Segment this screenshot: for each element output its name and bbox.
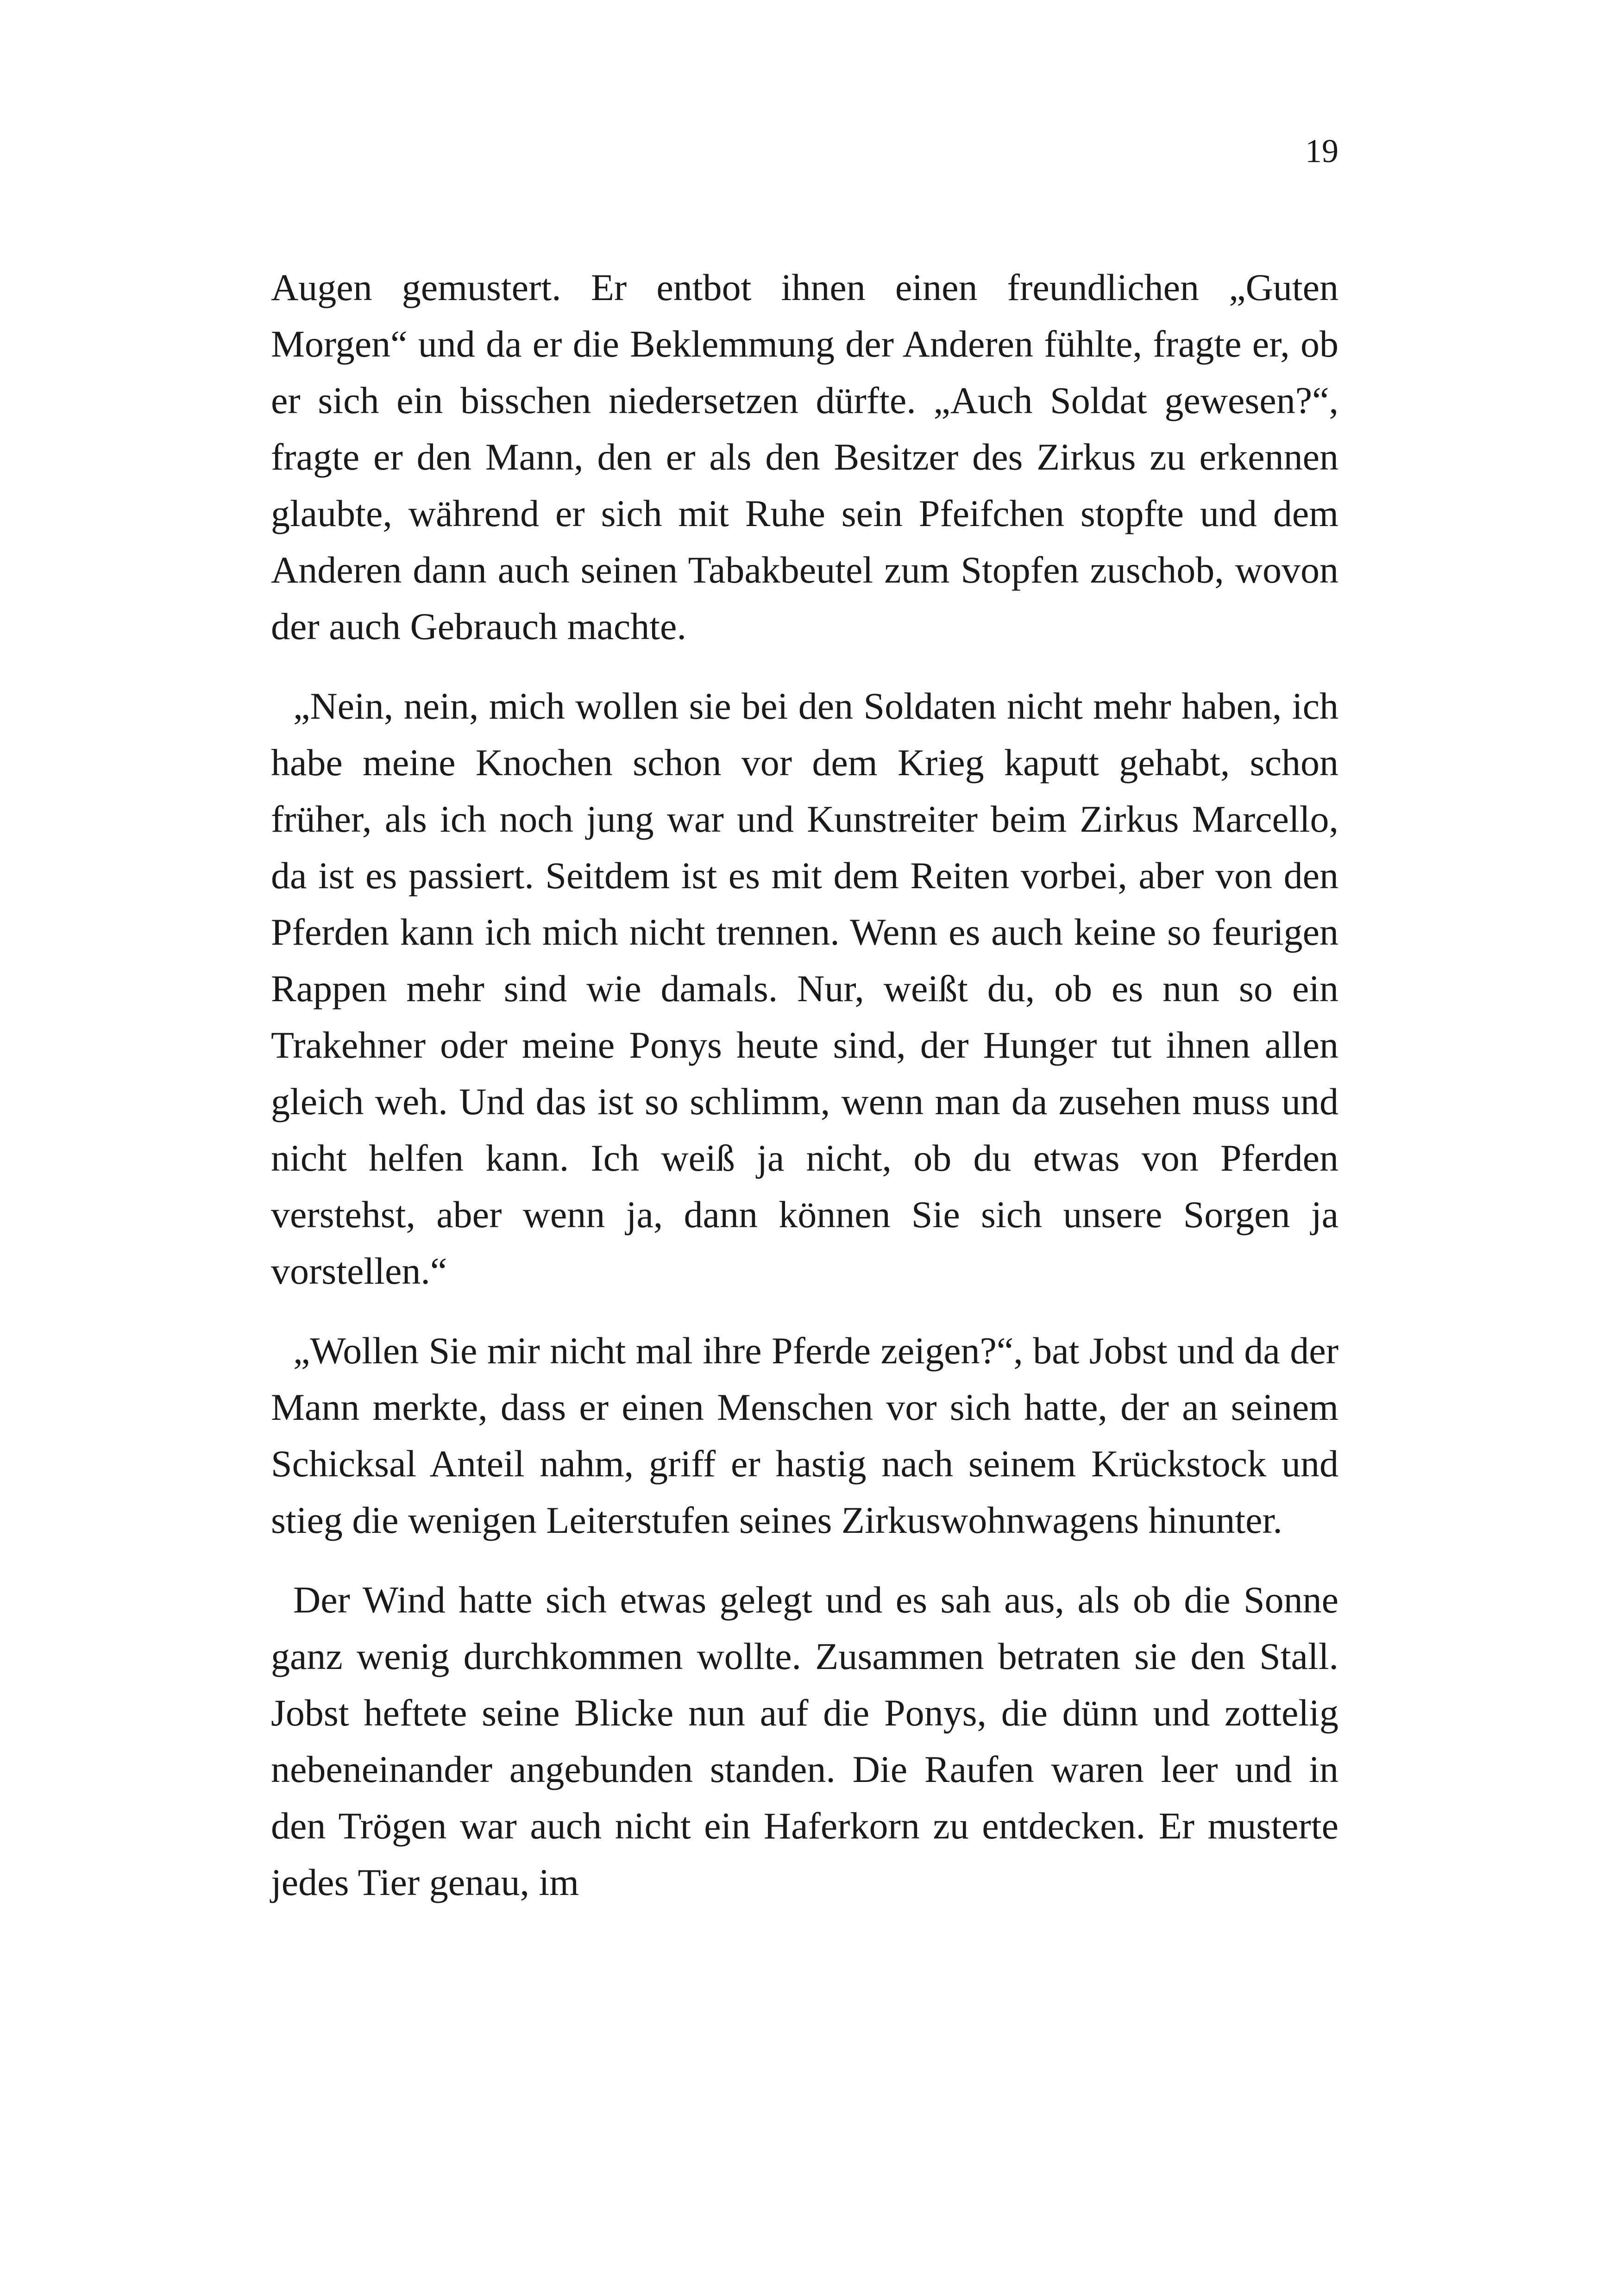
paragraph-4: Der Wind hatte sich etwas gelegt und es sah aus, als ob die Sonne ganz wenig durchkommen wollte. Zusammen betraten sie den Stall. Jobst heftete seine Blicke nun auf die Ponys, die dünn und zottelig nebeneinander angebunden standen. Die Raufen waren leer und in den Trögen war auch nicht ein Haferkorn zu entdecken. Er musterte jedes Tier genau, im [271, 1579, 1338, 1903]
paragraph-1: Augen gemustert. Er entbot ihnen einen freundlichen „Guten Morgen“ und da er die Beklemmung der Anderen fühlte, fragte er, ob er sich ein bisschen niedersetzen dürfte. „Auch Soldat gewesen?“, fragte er den Mann, den er als den Besitzer des Zirkus zu erkennen glaubte, während er sich mit Ruhe sein Pfeifchen stopfte und dem Anderen dann auch seinen Tabakbeutel zum Stopfen zuschob, wovon der auch Gebrauch machte. [271, 266, 1338, 647]
body-text [271, 259, 1338, 1911]
paragraph-3: „Wollen Sie mir nicht mal ihre Pferde zeigen?“, bat Jobst und da der Mann merkte, dass er einen Menschen vor sich hatte, der an seinem Schicksal Anteil nahm, griff er hastig nach seinem Krückstock und stieg die wenigen Leiterstufen seines Zirkuswohnwagens hinunter. [271, 1330, 1338, 1541]
page-number: 19 [1305, 132, 1338, 169]
paragraph-2: „Nein, nein, mich wollen sie bei den Soldaten nicht mehr haben, ich habe meine Knochen schon vor dem Krieg kaputt gehabt, schon früher, als ich noch jung war und Kunstreiter beim Zirkus Marcello, da ist es passiert. Seitdem ist es mit dem Reiten vorbei, aber von den Pferden kann ich mich nicht trennen. Wenn es auch keine so feurigen Rappen mehr sind wie damals. Nur, weißt du, ob es nun so ein Trakehner oder meine Ponys heute sind, der Hunger tut ihnen allen gleich weh. Und das ist so schlimm, wenn man da zusehen muss und nicht helfen kann. Ich weiß ja nicht, ob du etwas von Pferden verstehst, aber wenn ja, dann können Sie sich unsere Sorgen ja vorstellen.“ [271, 685, 1338, 1292]
